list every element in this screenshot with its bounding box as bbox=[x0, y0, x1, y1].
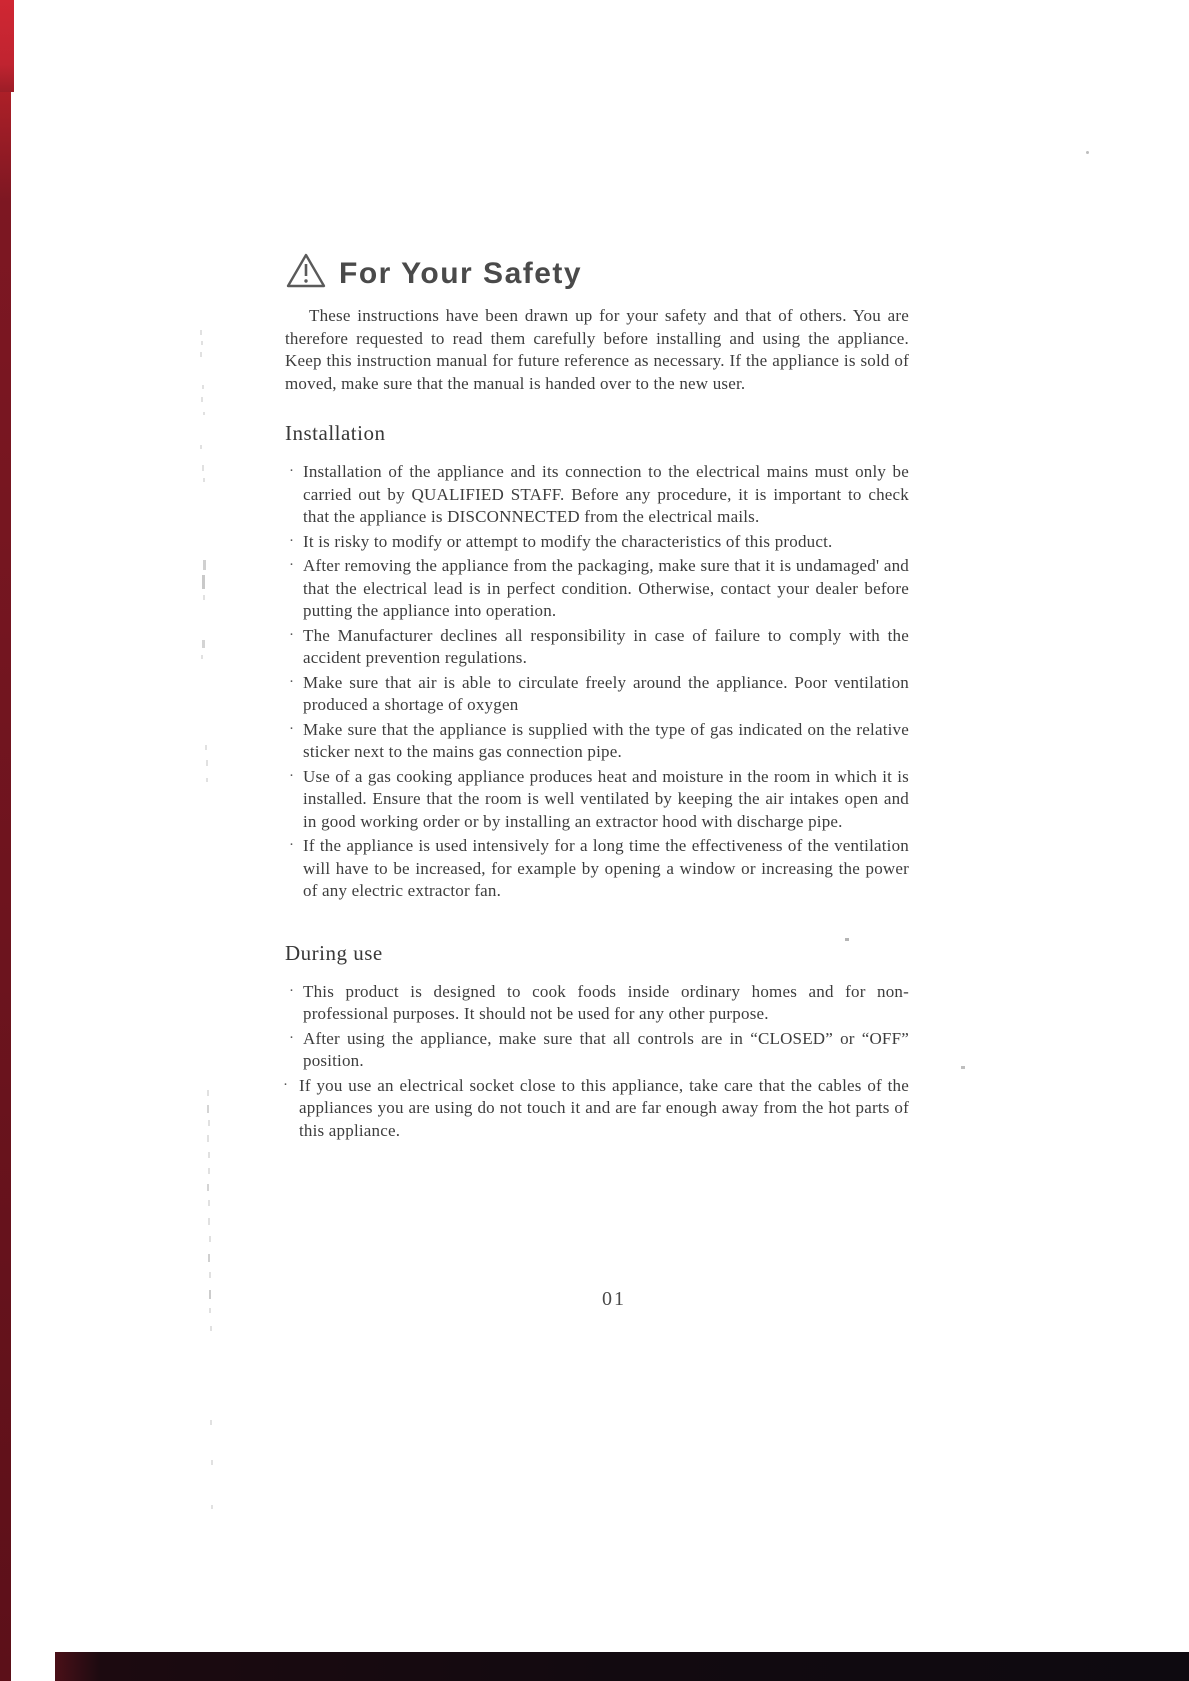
scan-noise bbox=[207, 1135, 209, 1142]
scan-edge-left-strip bbox=[0, 0, 11, 1681]
scan-noise bbox=[209, 1290, 211, 1299]
page-title: For Your Safety bbox=[339, 256, 583, 290]
scan-noise bbox=[203, 595, 205, 600]
scan-noise bbox=[208, 1254, 210, 1262]
scan-noise bbox=[207, 1105, 209, 1113]
scan-noise bbox=[209, 1272, 211, 1278]
scan-noise bbox=[200, 330, 202, 335]
scan-noise bbox=[208, 1120, 210, 1126]
scan-noise bbox=[210, 1326, 212, 1331]
scan-noise bbox=[210, 1420, 212, 1425]
during-use-bullet-list bbox=[285, 981, 909, 1143]
scan-noise bbox=[201, 655, 203, 659]
scan-noise bbox=[202, 640, 205, 648]
warning-triangle-icon bbox=[285, 252, 327, 295]
scan-noise bbox=[208, 1152, 210, 1158]
installation-bullet-list bbox=[285, 461, 909, 903]
scan-noise bbox=[961, 1066, 965, 1069]
scan-noise bbox=[206, 760, 208, 766]
bullet-item: · This product is designed to cook foods inside ordinary homes and for non-professional purposes. It should not be used for any other purpose. bbox=[285, 981, 909, 1026]
section-heading-installation: Installation bbox=[285, 421, 386, 445]
scan-noise bbox=[208, 1200, 210, 1206]
scan-edge-bottom-bar bbox=[55, 1652, 1189, 1681]
scan-noise bbox=[206, 778, 208, 782]
scan-noise bbox=[200, 352, 202, 357]
bullet-item: · After using the appliance, make sure that all controls are in “CLOSED” or “OFF” position. bbox=[285, 1028, 909, 1073]
scan-noise bbox=[201, 341, 203, 345]
scan-noise bbox=[211, 1460, 213, 1465]
scan-noise bbox=[201, 397, 203, 402]
bullet-item: · Make sure that the appliance is supplied with the type of gas indicated on the relative sticker next to the mains gas connection pipe. bbox=[285, 719, 909, 764]
scan-noise bbox=[203, 560, 206, 570]
scan-noise bbox=[207, 1184, 209, 1191]
scan-noise bbox=[209, 1308, 211, 1313]
scan-edge-left-strip-top bbox=[0, 0, 14, 92]
scan-noise bbox=[1086, 151, 1089, 154]
title-block bbox=[285, 252, 909, 295]
bullet-item: · Make sure that air is able to circulate freely around the appliance. Poor ventilation produced a shortage of oxygen bbox=[285, 672, 909, 717]
scan-noise bbox=[211, 1505, 213, 1509]
intro-paragraph: These instructions have been drawn up for your safety and that of others. You are therefore requested to read them carefully before installing and using the appliance. Keep this instruction manual for future reference as necessary. If the appliance is sold of moved, make sure that the manual is handed over to the new user. bbox=[285, 306, 909, 393]
scan-noise bbox=[208, 1218, 210, 1225]
bullet-item: · If you use an electrical socket close to this appliance, take care that the cables of the appliances you are using do not touch it and are far enough away from the hot parts of this appliance. bbox=[285, 1075, 909, 1143]
scan-noise bbox=[209, 1236, 211, 1242]
scan-noise bbox=[202, 575, 205, 589]
scan-noise bbox=[208, 1168, 210, 1174]
bullet-item: · The Manufacturer declines all responsibility in case of failure to comply with the accident prevention regulations. bbox=[285, 625, 909, 670]
page-number: 01 bbox=[602, 1288, 626, 1310]
scan-noise bbox=[203, 412, 205, 415]
bullet-item: · It is risky to modify or attempt to modify the characteristics of this product. bbox=[285, 531, 909, 554]
bullet-item: · Installation of the appliance and its connection to the electrical mains must only be carried out by QUALIFIED STAFF. Before any procedure, it is important to check that the appliance is DISCONNECTED from the electrical mails. bbox=[285, 461, 909, 529]
scan-noise bbox=[203, 478, 205, 482]
section-heading-during-use: During use bbox=[285, 940, 383, 965]
scan-noise bbox=[200, 445, 202, 449]
page-content bbox=[285, 252, 909, 1144]
bullet-item: · Use of a gas cooking appliance produces heat and moisture in the room in which it is installed. Ensure that the room is well ventilated by keeping the air intakes open and in good working order or by installing an extractor hood with discharge pipe. bbox=[285, 766, 909, 834]
scan-noise bbox=[202, 465, 204, 471]
scan-noise bbox=[207, 1090, 209, 1096]
scan-noise bbox=[202, 385, 204, 389]
bullet-item: · If the appliance is used intensively for a long time the effectiveness of the ventilation will have to be increased, for example by opening a window or increasing the power of any electric extractor fan. bbox=[285, 835, 909, 903]
scan-noise bbox=[205, 745, 207, 750]
bullet-item: · After removing the appliance from the packaging, make sure that it is undamaged' and that the electrical lead is in perfect condition. Otherwise, contact your dealer before putting the appliance into operation. bbox=[285, 555, 909, 623]
